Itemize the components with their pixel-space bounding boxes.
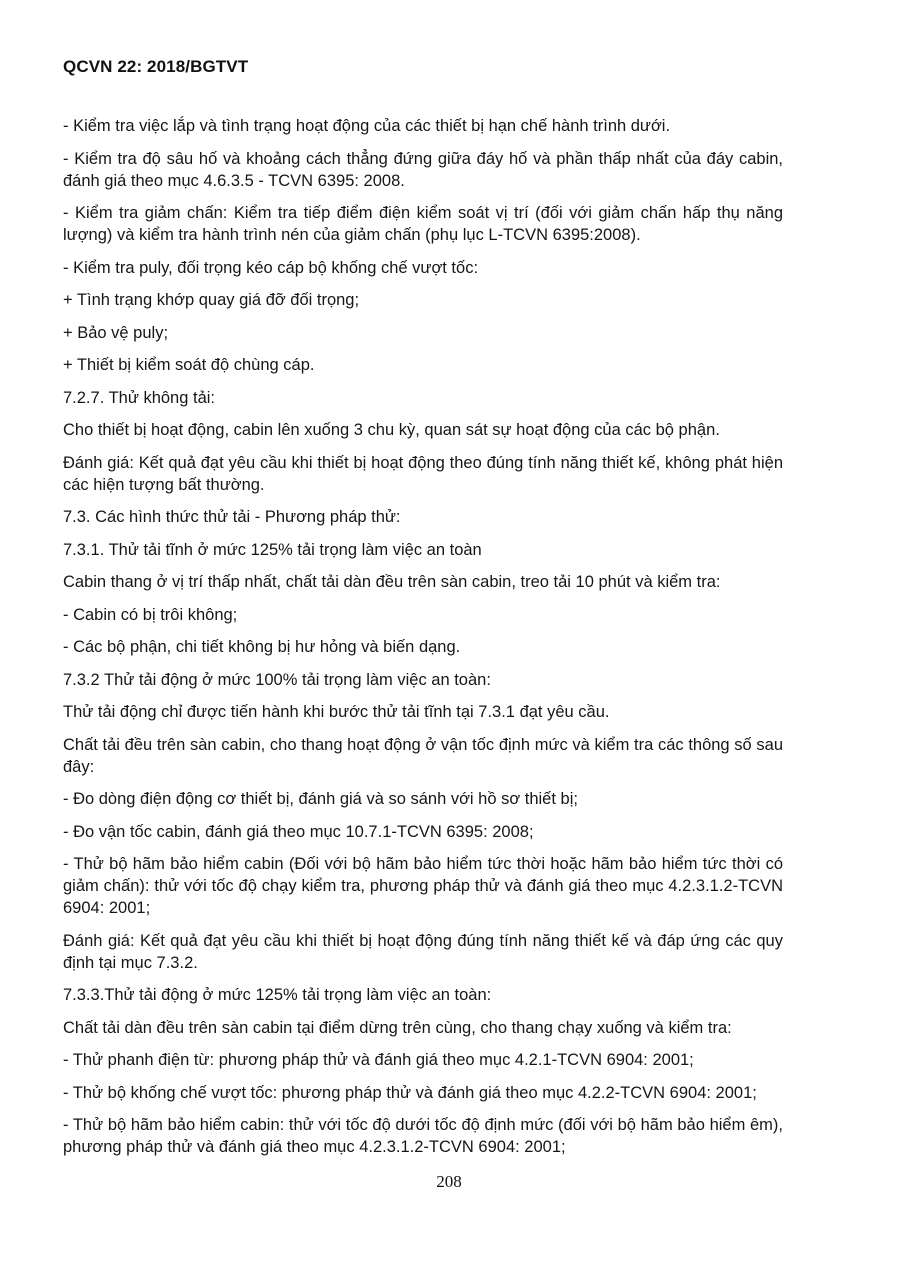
paragraph: - Thử phanh điện từ: phương pháp thử và đánh giá theo mục 4.2.1-TCVN 6904: 2001; <box>63 1051 694 1069</box>
paragraph: - Thử bộ hãm bảo hiểm cabin: thử với tốc độ dưới tốc độ định mức (đối với bộ hãm bảo hiểm êm), phương pháp thử và đánh giá theo mục 4.2.3.1.2-TCVN 6904: 2001; <box>63 1116 783 1156</box>
paragraph: - Kiểm tra việc lắp và tình trạng hoạt động của các thiết bị hạn chế hành trình dưới. <box>63 117 671 135</box>
paragraph: - Thử bộ khống chế vượt tốc: phương pháp thử và đánh giá theo mục 4.2.2-TCVN 6904: 2001; <box>63 1083 757 1102</box>
paragraph: Cho thiết bị hoạt động, cabin lên xuống 3 chu kỳ, quan sát sự hoạt động của các bộ phận. <box>63 421 720 439</box>
page-number: 208 <box>436 1172 462 1191</box>
document-body <box>63 115 783 1169</box>
section-heading: 7.2.7. Thử không tải: <box>63 388 216 407</box>
section-heading: 7.3.3.Thử tải động ở mức 125% tải trọng làm việc an toàn: <box>63 986 492 1004</box>
paragraph: Thử tải động chỉ được tiến hành khi bước thử tải tĩnh tại 7.3.1 đạt yêu cầu. <box>63 703 610 721</box>
paragraph: + Thiết bị kiểm soát độ chùng cáp. <box>63 356 315 374</box>
section-heading: 7.3.2 Thử tải động ở mức 100% tải trọng làm việc an toàn: <box>63 670 491 689</box>
paragraph: - Các bộ phận, chi tiết không bị hư hỏng và biến dạng. <box>63 638 461 656</box>
paragraph: - Kiểm tra giảm chấn: Kiểm tra tiếp điểm điện kiểm soát vị trí (đối với giảm chấn hấp thụ năng lượng) và kiểm tra hành trình nén của giảm chấn (phụ lục L-TCVN 6395:2008). <box>63 204 783 244</box>
paragraph: - Kiểm tra puly, đối trọng kéo cáp bộ khống chế vượt tốc: <box>63 258 479 277</box>
paragraph: Chất tải dàn đều trên sàn cabin tại điểm dừng trên cùng, cho thang chạy xuống và kiểm tra: <box>63 1018 732 1037</box>
paragraph: + Bảo vệ puly; <box>63 323 169 342</box>
document-header: QCVN 22: 2018/BGTVT <box>63 57 249 76</box>
section-heading: 7.3.1. Thử tải tĩnh ở mức 125% tải trọng làm việc an toàn <box>63 540 482 559</box>
paragraph: Chất tải đều trên sàn cabin, cho thang hoạt động ở vận tốc định mức và kiểm tra các thông số sau đây: <box>63 735 783 776</box>
paragraph: - Thử bộ hãm bảo hiểm cabin (Đối với bộ hãm bảo hiểm tức thời hoặc hãm bảo hiểm tức thời có giảm chấn): thử với tốc độ chạy kiểm tra, phương pháp thử và đánh giá theo mục 4.2.3.1.2-TCVN 6904: 2001; <box>63 855 783 917</box>
paragraph: + Tình trạng khớp quay giá đỡ đối trọng; <box>63 291 360 309</box>
paragraph: - Kiểm tra độ sâu hố và khoảng cách thẳng đứng giữa đáy hố và phần thấp nhất của đáy cabin, đánh giá theo mục 4.6.3.5 - TCVN 6395: 2008. <box>63 149 783 190</box>
paragraph: - Đo dòng điện động cơ thiết bị, đánh giá và so sánh với hồ sơ thiết bị; <box>63 790 578 808</box>
paragraph: - Cabin có bị trôi không; <box>63 605 238 624</box>
paragraph: Đánh giá: Kết quả đạt yêu cầu khi thiết bị hoạt động theo đúng tính năng thiết kế, không phát hiện các hiện tượng bất thường. <box>63 453 783 494</box>
paragraph: Đánh giá: Kết quả đạt yêu cầu khi thiết bị hoạt động đúng tính năng thiết kế và đáp ứng các quy định tại mục 7.3.2. <box>63 931 783 972</box>
paragraph: - Đo vận tốc cabin, đánh giá theo mục 10.7.1-TCVN 6395: 2008; <box>63 822 534 841</box>
paragraph: Cabin thang ở vị trí thấp nhất, chất tải dàn đều trên sàn cabin, treo tải 10 phút và kiểm tra: <box>63 573 721 591</box>
section-heading: 7.3. Các hình thức thử tải - Phương pháp thử: <box>63 508 401 526</box>
